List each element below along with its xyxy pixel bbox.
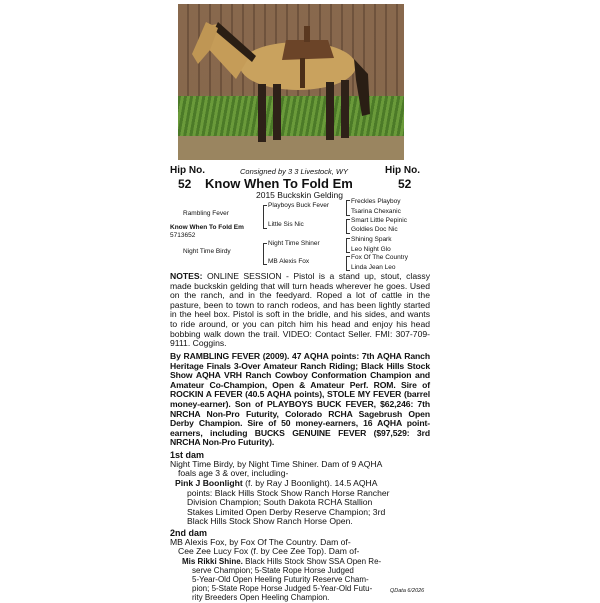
second-dam-line1: MB Alexis Fox, by Fox Of The Country. Dam of- bbox=[170, 537, 351, 547]
ped-dam-sire: Night Time Shiner bbox=[268, 240, 320, 247]
brace-g12 bbox=[346, 200, 350, 216]
ped-g4: Goldies Doc Nic bbox=[351, 226, 398, 233]
second-dam-foal-rest: Black Hills Stock Show SSA Open Re- bbox=[242, 557, 382, 566]
first-dam-foal-line: points: Black Hills Stock Show Ranch Horse Rancher bbox=[187, 488, 390, 498]
ped-g7: Fox Of The Country bbox=[351, 254, 408, 261]
ped-sire-sire: Playboys Buck Fever bbox=[268, 202, 330, 209]
ped-reg-no: 5713652 bbox=[170, 232, 196, 239]
notes-paragraph bbox=[170, 272, 430, 349]
horse-description: 2015 Buckskin Gelding bbox=[256, 190, 343, 200]
second-dam-foal-line: 5-Year-Old Open Heeling Futurity Reserve Cham- bbox=[192, 575, 369, 584]
notes-label: NOTES: bbox=[170, 271, 203, 281]
hip-number-right: 52 bbox=[398, 177, 412, 191]
brace-g34 bbox=[346, 219, 350, 234]
brace-g56 bbox=[346, 238, 350, 253]
ped-dam: Night Time Birdy bbox=[183, 248, 231, 255]
first-dam-line2: foals age 3 & over, including- bbox=[178, 468, 289, 478]
first-dam-heading: 1st dam bbox=[170, 450, 205, 460]
brace-dam bbox=[263, 243, 267, 265]
ped-sire: Rambling Fever bbox=[183, 210, 229, 217]
hip-label-left: Hip No. bbox=[170, 165, 205, 176]
notes-text: ONLINE SESSION - Pistol is a stand up, stout, classy made buckskin gelding that will turn heads wherever he goes. Used on the ranch, and in the feedyard. Roped a lot of cattle in the pasture, been to town to ranch rodeos, and has been lightly started in the heel box. Pistol is soft in the bridle, and his sides, and wants to ride around, or you can pitch him his head and enjoy his head bobbing walk down the trail. VIDEO: Contact Seller. FMI: 307-709-9111. Coggins. bbox=[170, 271, 431, 349]
first-dam-foal-rest: (f. by Ray J Boonlight). 14.5 AQHA bbox=[242, 478, 378, 488]
hip-label-right: Hip No. bbox=[385, 165, 420, 176]
ped-g1: Freckles Playboy bbox=[351, 198, 401, 205]
ped-sire-dam: Little Sis Nic bbox=[268, 221, 304, 228]
ped-g2: Tsarina Chexanic bbox=[351, 208, 401, 215]
ped-subject: Know When To Fold Em bbox=[170, 224, 244, 231]
second-dam-foal-line: serve Champion; 5-State Rope Horse Judged bbox=[192, 566, 354, 575]
horse-name: Know When To Fold Em bbox=[205, 176, 353, 191]
brace-sire bbox=[263, 205, 267, 229]
first-dam-foal-line: Black Hills Stock Show Ranch Horse Open. bbox=[187, 516, 353, 526]
second-dam-line2: Cee Zee Lucy Fox (f. by Cee Zee Top). Dam of- bbox=[178, 546, 360, 556]
first-dam-foal-line: Division Champion; South Dakota RCHA Stallion bbox=[187, 497, 373, 507]
second-dam-heading: 2nd dam bbox=[170, 528, 208, 538]
consignor: Consigned by 3 3 Livestock, WY bbox=[240, 167, 348, 176]
second-dam-foal-line: pion; 5-State Rope Horse Judged 5-Year-Old Futu- bbox=[192, 584, 373, 593]
ped-g5: Shining Spark bbox=[351, 236, 392, 243]
footer-credit: QData 6/2026 bbox=[390, 588, 425, 594]
hip-number-left: 52 bbox=[178, 177, 192, 191]
sire-summary: By RAMBLING FEVER (2009). 47 AQHA points: 7th AQHA Ranch Heritage Finals 3-Over Amateur Ranch Riding; Black Hills Stock Show AQHA VRH Ranch Cowboy Conformation Champion and Amateur Co-Champion, Open & Amateur Perf. ROM. Sire of ROCKIN A FEVER (40.5 AQHA points), STOLE MY FEVER (barrel money-earner). Son of PLAYBOYS BUCK FEVER, $62,246: 7th NRCHA Non-Pro Futurity, Colorado RCHA Sagebrush Open Derby Champion. Sire of 50 money-earners, 16 AQHA point-earners, including BUCKS GENUINE FEVER ($97,529: 3rd NRCHA Non-Pro Futurity). bbox=[170, 351, 430, 448]
first-dam-foal-name: Pink J Boonlight bbox=[175, 478, 243, 488]
brace-g78 bbox=[346, 256, 350, 271]
ped-g3: Smart Little Pepinic bbox=[351, 217, 407, 224]
first-dam-line1: Night Time Birdy, by Night Time Shiner. Dam of 9 AQHA bbox=[170, 459, 383, 469]
ped-g6: Leo Night Glo bbox=[351, 246, 391, 253]
ped-g8: Linda Jean Leo bbox=[351, 264, 396, 271]
horse-photo bbox=[178, 4, 404, 160]
first-dam-foal-line: Stakes Limited Open Derby Reserve Champion; 3rd bbox=[187, 507, 386, 517]
second-dam-foal-name: Mis Rikki Shine. bbox=[182, 557, 243, 566]
second-dam-foal-line: rity Breeders Open Heeling Champion. bbox=[192, 593, 330, 602]
horse-figure bbox=[178, 4, 404, 160]
ped-dam-dam: MB Alexis Fox bbox=[268, 258, 310, 265]
